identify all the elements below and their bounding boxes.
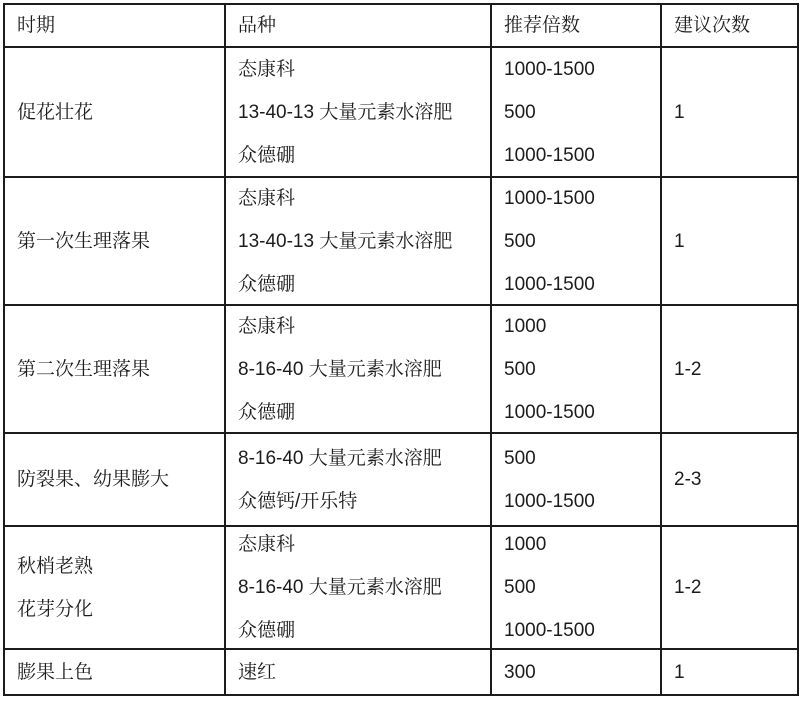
products-cell bbox=[225, 526, 491, 649]
product-line: 众德硼 bbox=[238, 401, 296, 423]
table-row bbox=[4, 649, 798, 695]
table-row bbox=[4, 433, 798, 526]
product-line: 态康科 bbox=[238, 534, 296, 555]
table-row bbox=[4, 305, 798, 433]
times-line: 1-2 bbox=[674, 358, 702, 380]
table-row bbox=[4, 47, 798, 177]
product-line: 8-16-40 大量元素水溶肥 bbox=[238, 358, 442, 380]
product-line: 众德钙/开乐特 bbox=[238, 490, 358, 512]
ratio-line: 1000-1500 bbox=[504, 273, 595, 295]
period-cell bbox=[4, 305, 225, 433]
products-cell bbox=[225, 305, 491, 433]
product-line: 13-40-13 大量元素水溶肥 bbox=[238, 230, 453, 252]
header-product bbox=[225, 4, 491, 47]
period-line: 第二次生理落果 bbox=[17, 358, 151, 380]
ratio-line: 500 bbox=[504, 577, 536, 598]
header-ratio bbox=[491, 4, 661, 47]
ratio-line: 1000-1500 bbox=[504, 401, 595, 423]
times-line: 1 bbox=[674, 230, 685, 252]
ratio-cell bbox=[491, 526, 661, 649]
ratio-line: 500 bbox=[504, 230, 536, 252]
times-line: 2-3 bbox=[674, 469, 702, 490]
period-cell bbox=[4, 526, 225, 649]
ratio-line: 500 bbox=[504, 358, 536, 380]
products-cell bbox=[225, 177, 491, 305]
period-cell bbox=[4, 47, 225, 177]
header-product-label: 品种 bbox=[238, 15, 277, 36]
product-line: 众德硼 bbox=[238, 620, 296, 641]
product-line: 众德硼 bbox=[238, 144, 296, 166]
product-line: 众德硼 bbox=[238, 273, 296, 295]
ratio-line: 1000 bbox=[504, 315, 547, 337]
period-cell bbox=[4, 177, 225, 305]
product-line: 态康科 bbox=[238, 187, 296, 209]
ratio-cell bbox=[491, 305, 661, 433]
times-cell bbox=[661, 177, 798, 305]
products-cell bbox=[225, 649, 491, 695]
ratio-line: 1000-1500 bbox=[504, 144, 595, 166]
products-cell bbox=[225, 47, 491, 177]
header-times bbox=[661, 4, 798, 47]
fertilizer-schedule-table bbox=[3, 3, 799, 696]
ratio-cell bbox=[491, 433, 661, 526]
times-cell bbox=[661, 433, 798, 526]
period-line: 秋梢老熟 bbox=[17, 555, 94, 577]
table-row bbox=[4, 526, 798, 649]
times-cell bbox=[661, 47, 798, 177]
header-period bbox=[4, 4, 225, 47]
times-line: 1 bbox=[674, 101, 685, 123]
ratio-line: 1000 bbox=[504, 534, 547, 555]
period-line: 促花壮花 bbox=[17, 101, 94, 123]
period-line: 第一次生理落果 bbox=[17, 230, 151, 252]
period-line: 防裂果、幼果膨大 bbox=[17, 469, 170, 490]
table-row bbox=[4, 177, 798, 305]
header-period-label: 时期 bbox=[17, 15, 56, 36]
ratio-line: 1000-1500 bbox=[504, 490, 595, 512]
product-line: 速红 bbox=[238, 661, 277, 683]
ratio-cell bbox=[491, 47, 661, 177]
table-header-row bbox=[4, 4, 798, 47]
product-line: 13-40-13 大量元素水溶肥 bbox=[238, 101, 453, 123]
product-line: 8-16-40 大量元素水溶肥 bbox=[238, 577, 442, 598]
header-times-label: 建议次数 bbox=[674, 15, 751, 36]
ratio-line: 1000-1500 bbox=[504, 58, 595, 80]
times-cell bbox=[661, 526, 798, 649]
period-cell bbox=[4, 433, 225, 526]
times-line: 1 bbox=[674, 661, 685, 683]
times-cell bbox=[661, 305, 798, 433]
ratio-cell bbox=[491, 649, 661, 695]
ratio-line: 500 bbox=[504, 101, 536, 123]
product-line: 态康科 bbox=[238, 315, 296, 337]
period-cell bbox=[4, 649, 225, 695]
period-line: 膨果上色 bbox=[17, 661, 94, 683]
times-cell bbox=[661, 649, 798, 695]
header-ratio-label: 推荐倍数 bbox=[504, 15, 581, 36]
ratio-line: 300 bbox=[504, 661, 536, 683]
ratio-line: 500 bbox=[504, 447, 536, 469]
ratio-cell bbox=[491, 177, 661, 305]
period-line: 花芽分化 bbox=[17, 598, 94, 620]
ratio-line: 1000-1500 bbox=[504, 187, 595, 209]
product-line: 态康科 bbox=[238, 58, 296, 80]
product-line: 8-16-40 大量元素水溶肥 bbox=[238, 447, 442, 469]
products-cell bbox=[225, 433, 491, 526]
ratio-line: 1000-1500 bbox=[504, 620, 595, 641]
times-line: 1-2 bbox=[674, 577, 702, 598]
